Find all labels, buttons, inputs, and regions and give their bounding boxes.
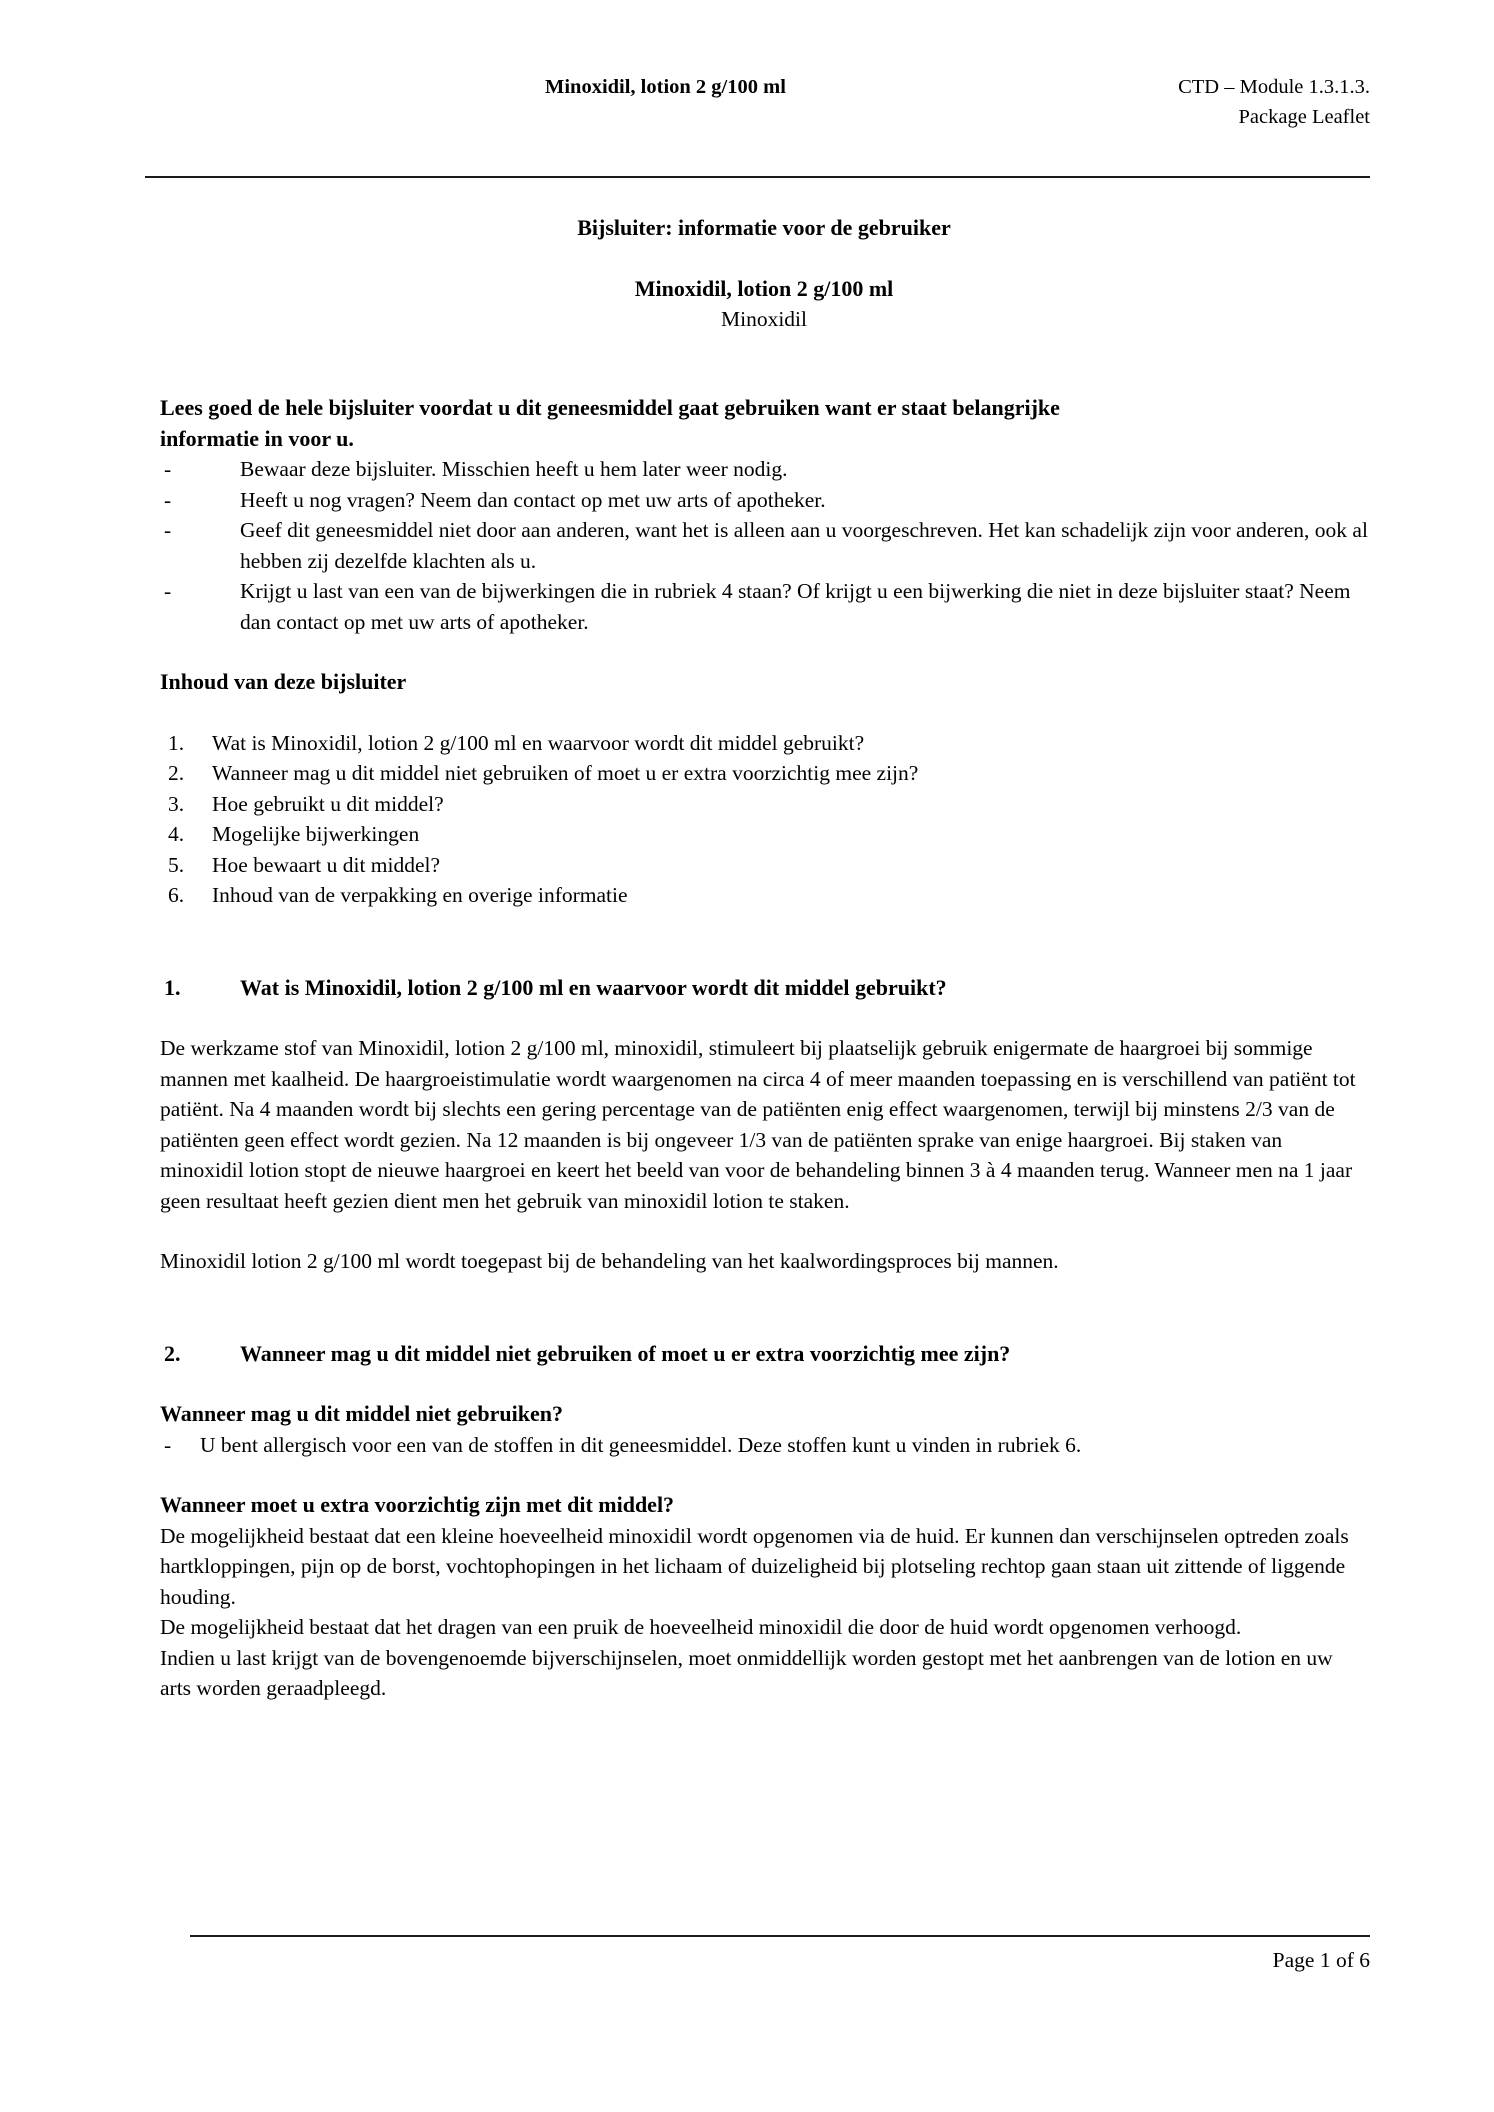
toc-item-label: Wanneer mag u dit middel niet gebruiken of moet u er extra voorzichtig mee zijn?	[212, 761, 919, 785]
section-1-paragraph-2: Minoxidil lotion 2 g/100 ml wordt toegepast bij de behandeling van het kaalwordingsproces bij mannen.	[160, 1249, 1059, 1273]
toc-item	[160, 850, 1368, 881]
list-item-label: Krijgt u last van een van de bijwerkingen die in rubriek 4 staan? Of krijgt u een bijwerking die niet in deze bijsluiter staat? Neem dan contact op met uw arts of apotheker.	[240, 579, 1351, 634]
leaflet-title-block	[160, 213, 1368, 335]
section-2-sub-heading-1: Wanneer mag u dit middel niet gebruiken?	[160, 1401, 563, 1426]
toc-list	[160, 728, 1368, 911]
header-divider	[145, 176, 1370, 178]
toc-item-label: Hoe gebruikt u dit middel?	[212, 791, 444, 816]
header-ctd-block	[1178, 72, 1370, 132]
toc-item	[160, 758, 1368, 789]
section-2-bullet-list	[160, 1430, 1368, 1461]
toc-item-label: Inhoud van de verpakking en overige informatie	[212, 883, 628, 907]
toc-item-label: Mogelijke bijwerkingen	[212, 822, 420, 846]
dash-marker: -	[164, 487, 172, 512]
list-item-label: Heeft u nog vragen? Neem dan contact op met uw arts of apotheker.	[240, 487, 826, 512]
toc-item	[160, 819, 1368, 850]
list-item-label: Bewaar deze bijsluiter. Misschien heeft u hem later weer nodig.	[240, 457, 788, 481]
list-item	[160, 1430, 1368, 1461]
toc-item-number: 1.	[168, 730, 185, 755]
section-2-number: 2.	[164, 1340, 181, 1366]
toc-item-number: 4.	[168, 822, 185, 846]
list-item	[160, 576, 1368, 637]
toc-item	[160, 789, 1368, 820]
dash-marker: -	[164, 518, 172, 542]
list-item	[160, 485, 1368, 516]
toc-item	[160, 880, 1368, 911]
header-ctd-module: CTD – Module 1.3.1.3.	[1178, 76, 1370, 98]
list-item-label: Geef dit geneesmiddel niet door aan anderen, want het is alleen aan u voorgeschreven. Het kan schadelijk zijn voor anderen, ook al hebben zij dezelfde klachten als u.	[240, 518, 1368, 573]
toc-item	[160, 728, 1368, 759]
dash-marker: -	[164, 1432, 172, 1457]
section-1-title: Wat is Minoxidil, lotion 2 g/100 ml en waarvoor wordt dit middel gebruikt?	[240, 974, 947, 1000]
header-doc-type: Package Leaflet	[1238, 106, 1370, 128]
footer-divider	[190, 1935, 1370, 1937]
document-header	[145, 72, 1370, 152]
section-1-paragraph-1: De werkzame stof van Minoxidil, lotion 2 g/100 ml, minoxidil, stimuleert bij plaatselijk gebruik enigermate de haargroei bij sommige mannen met kaalheid. De haargroeistimulatie wordt waargenomen na circa 4 of meer maanden toepassing en is verschillend van patiënt tot patiënt. Na 4 maanden wordt bij slechts een gering percentage van de patiënten enig effect waargenomen, terwijl bij minstens 2/3 van de patiënten geen effect wordt gezien. Na 12 maanden is bij ongeveer 1/3 van de patiënten sprake van enige haargroei. Bij staken van minoxidil lotion stopt de nieuwe haargroei en keert het beeld van voor de behandeling binnen 3 à 4 maanden terug. Wanneer men na 1 jaar geen resultaat heeft gezien dient men het gebruik van minoxidil lotion te staken.	[160, 1036, 1356, 1213]
section-2-paragraph-2: De mogelijkheid bestaat dat het dragen van een pruik de hoeveelheid minoxidil die door de huid wordt opgenomen verhoogd.	[160, 1615, 1242, 1639]
section-2-title: Wanneer mag u dit middel niet gebruiken of moet u er extra voorzichtig mee zijn?	[240, 1340, 1011, 1366]
section-2-paragraph-3: Indien u last krijgt van de bovengenoemde bijverschijnselen, moet onmiddellijk worden gestopt met het aanbrengen van de lotion en uw arts worden geraadpleegd.	[160, 1645, 1333, 1700]
section-1-heading	[160, 973, 1368, 1004]
page-number: Page 1 of 6	[1272, 1948, 1370, 1972]
leaflet-title: Bijsluiter: informatie voor de gebruiker	[577, 215, 951, 240]
list-item	[160, 454, 1368, 485]
toc-item-number: 2.	[168, 761, 185, 785]
leaflet-product-title: Minoxidil, lotion 2 g/100 ml	[634, 276, 894, 301]
toc-heading: Inhoud van deze bijsluiter	[160, 669, 407, 694]
toc-item-label: Wat is Minoxidil, lotion 2 g/100 ml en waarvoor wordt dit middel gebruikt?	[212, 730, 865, 755]
lead-bold-line-2: informatie in voor u.	[160, 425, 354, 451]
header-product-name: Minoxidil, lotion 2 g/100 ml	[545, 76, 786, 98]
toc-item-number: 3.	[168, 791, 185, 816]
section-2-paragraph-1: De mogelijkheid bestaat dat een kleine hoeveelheid minoxidil wordt opgenomen via de huid. Er kunnen dan verschijnselen optreden zoals hartkloppingen, pijn op de borst, vochtophopingen in het lichaam of duizeligheid bij plotseling rechtop gaan staan uit zittende of liggende houding.	[160, 1523, 1349, 1609]
toc-item-number: 6.	[168, 883, 185, 907]
lead-bold-line-1: Lees goed de hele bijsluiter voordat u dit geneesmiddel gaat gebruiken want er staat belangrijke	[160, 395, 1060, 420]
section-2-sub-heading-2: Wanneer moet u extra voorzichtig zijn met dit middel?	[160, 1492, 675, 1517]
list-item	[160, 515, 1368, 576]
toc-item-label: Hoe bewaart u dit middel?	[212, 852, 441, 877]
dash-marker: -	[164, 457, 172, 481]
section-2-heading	[160, 1339, 1368, 1370]
document-body	[160, 213, 1368, 1704]
toc-item-number: 5.	[168, 852, 185, 877]
lead-bullet-list	[160, 454, 1368, 637]
list-item-label: U bent allergisch voor een van de stoffen in dit geneesmiddel. Deze stoffen kunt u vinden in rubriek 6.	[200, 1432, 1082, 1457]
dash-marker: -	[164, 579, 172, 603]
section-1-number: 1.	[164, 974, 181, 1000]
leaflet-substance: Minoxidil	[720, 307, 807, 331]
